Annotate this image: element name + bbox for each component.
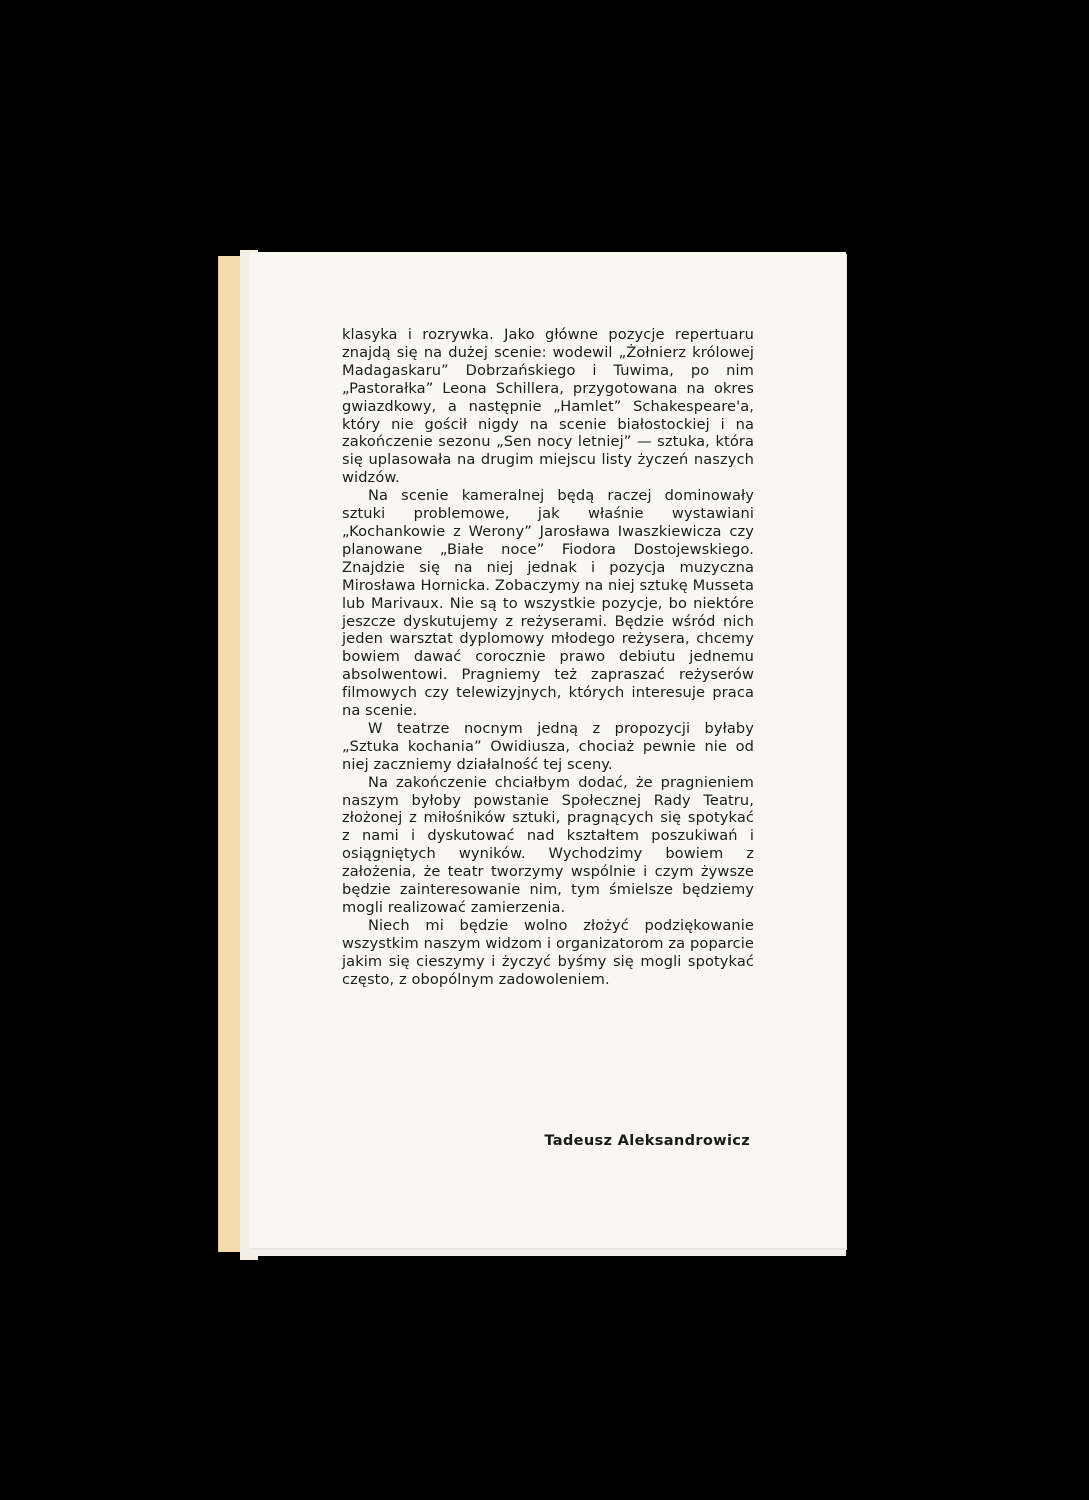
paragraph-2: Na scenie kameralnej będą raczej dominowały sztuki problemowe, jak właśnie wystawiani „Kochankowie z Werony” Jarosława Iwaszkiewicza czy planowane „Białe noce” Fiodora Dostojewskiego. Znajdzie się na niej jednak i pozycja muzyczna Mirosława Hornicka. Zobaczymy na niej sztukę Musseta lub Marivaux. Nie są to wszystkie pozycje, bo niektóre jeszcze dyskutujemy z reżyserami. Będzie wśród nich jeden warsztat dyplomowy młodego reżysera, chcemy bowiem dawać corocznie prawo debiutu jednemu absolwentowi. Pragniemy też zapraszać reżyserów filmowych czy telewizyjnych, których interesuje praca na scenie.: [342, 487, 754, 720]
document-page: [250, 252, 846, 1248]
body-text: [342, 326, 754, 989]
paragraph-5: Niech mi będzie wolno złożyć podziękowanie wszystkim naszym widzom i organizatorom za poparcie jakim się cieszymy i życzyć byśmy się mogli spotykać często, z obopólnym zadowoleniem.: [342, 916, 754, 988]
paragraph-3: W teatrze nocnym jedną z propozycji byłaby „Sztuka kochania” Owidiusza, chociaż pewnie nie od niej zaczniemy działalność tej sceny.: [342, 719, 754, 773]
author-signature: Tadeusz Aleksandrowicz: [544, 1132, 750, 1149]
paragraph-4: Na zakończenie chciałbym dodać, że pragnieniem naszym byłoby powstanie Społecznej Rady Teatru, złożonej z miłośników sztuki, pragnących się spotykać z nami i dyskutować nad kształtem poszukiwań i osiągniętych wyników. Wychodzimy bowiem z założenia, że teatr tworzymy wspólnie i czym żywsze będzie zainteresowanie nim, tym śmielsze będziemy mogli realizować zamierzenia.: [342, 773, 754, 916]
paragraph-1: klasyka i rozrywka. Jako główne pozycje repertuaru znajdą się na dużej scenie: wodewil „Żołnierz królowej Madagaskaru” Dobrzańskiego i Tuwima, po nim „Pastorałka” Leona Schillera, przygotowana na okres gwiazdkowy, a następnie „Hamlet” Schakespeare'a, który nie gościł nigdy na scenie białostockiej i na zakończenie sezonu „Sen nocy letniej” — sztuka, która się uplasowała na drugim miejscu listy życzeń naszych widzów.: [342, 326, 754, 487]
